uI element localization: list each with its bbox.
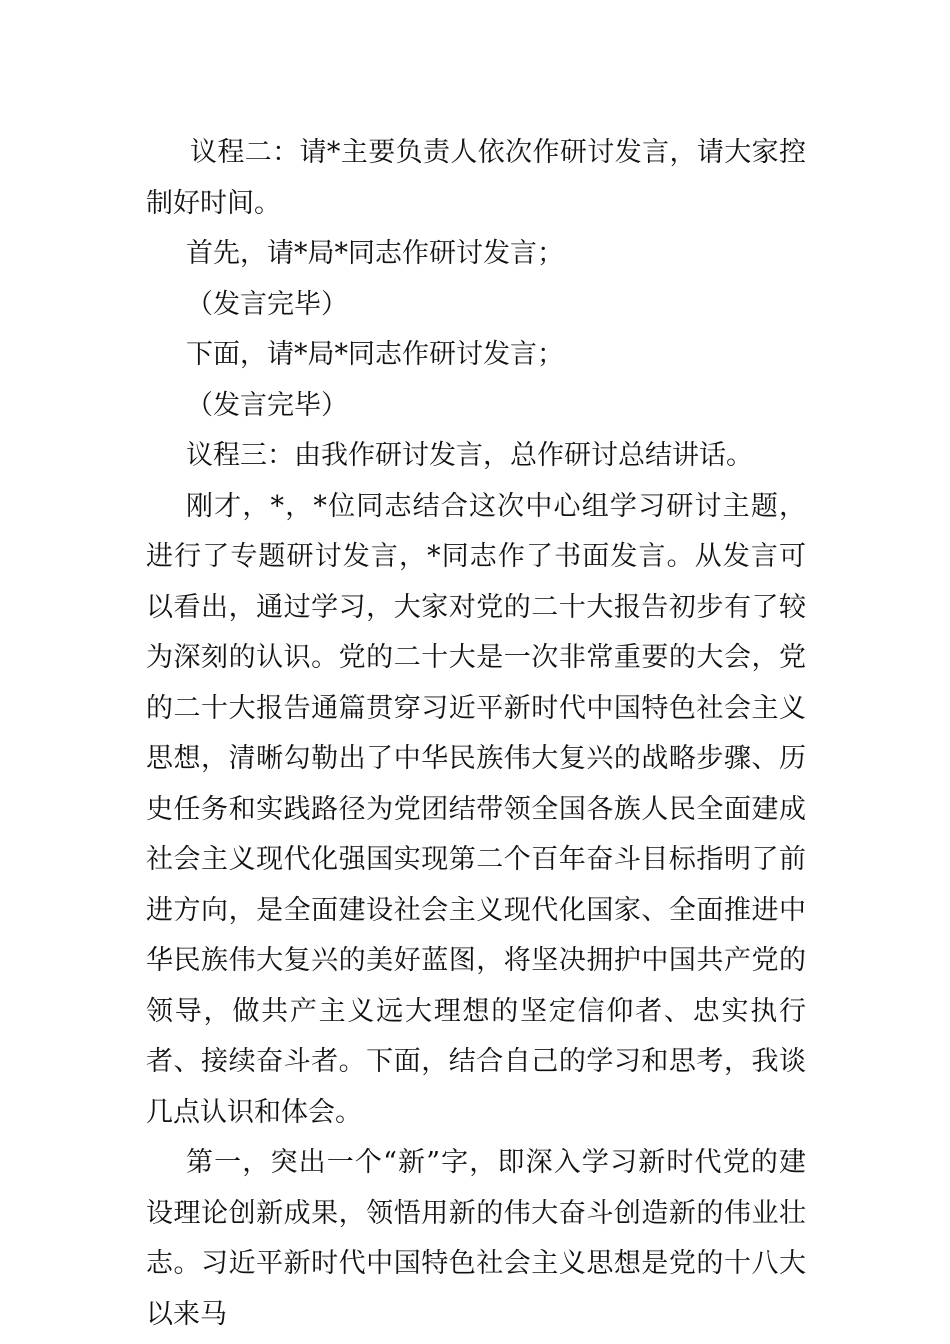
document-body [146,128,806,1340]
paragraph-agenda-two: 议程二：请*主要负责人依次作研讨发言，请大家控制好时间。 [146,137,806,219]
paragraph-first-speaker: 首先，请*局*同志作研讨发言； [186,238,564,269]
paragraph-next-speaker: 下面，请*局*同志作研讨发言； [186,339,564,370]
paragraph-summary: 刚才，*，*位同志结合这次中心组学习研讨主题，进行了专题研讨发言，*同志作了书面发言。从发言可以看出，通过学习，大家对党的二十大报告初步有了较为深刻的认识。党的二十大是一次非常重要的大会，党的二十大报告通篇贯穿习近平新时代中国特色社会主义思想，清晰勾勒出了中华民族伟大复兴的战略步骤、历史任务和实践路径为党团结带领全国各族人民全面建成社会主义现代化强国实现第二个百年奋斗目标指明了前进方向，是全面建设社会主义现代化国家、全面推进中华民族伟大复兴的美好蓝图，将坚决拥护中国共产党的领导，做共产主义远大理想的坚定信仰者、忠实执行者、接续奋斗者。下面，结合自己的学习和思考，我谈几点认识和体会。 [146,490,806,1128]
paragraph-speech-done-1: （发言完毕） [186,288,348,320]
paragraph-speech-done-2: （发言完毕） [186,389,348,421]
paragraph-agenda-three: 议程三：由我作研讨发言，总作研讨总结讲话。 [186,440,753,471]
paragraph-point-one: 第一，突出一个“新”字，即深入学习新时代党的建设理论创新成果，领悟用新的伟大奋斗创造新的伟业壮志。习近平新时代中国特色社会主义思想是党的十八大以来马 [146,1147,806,1330]
